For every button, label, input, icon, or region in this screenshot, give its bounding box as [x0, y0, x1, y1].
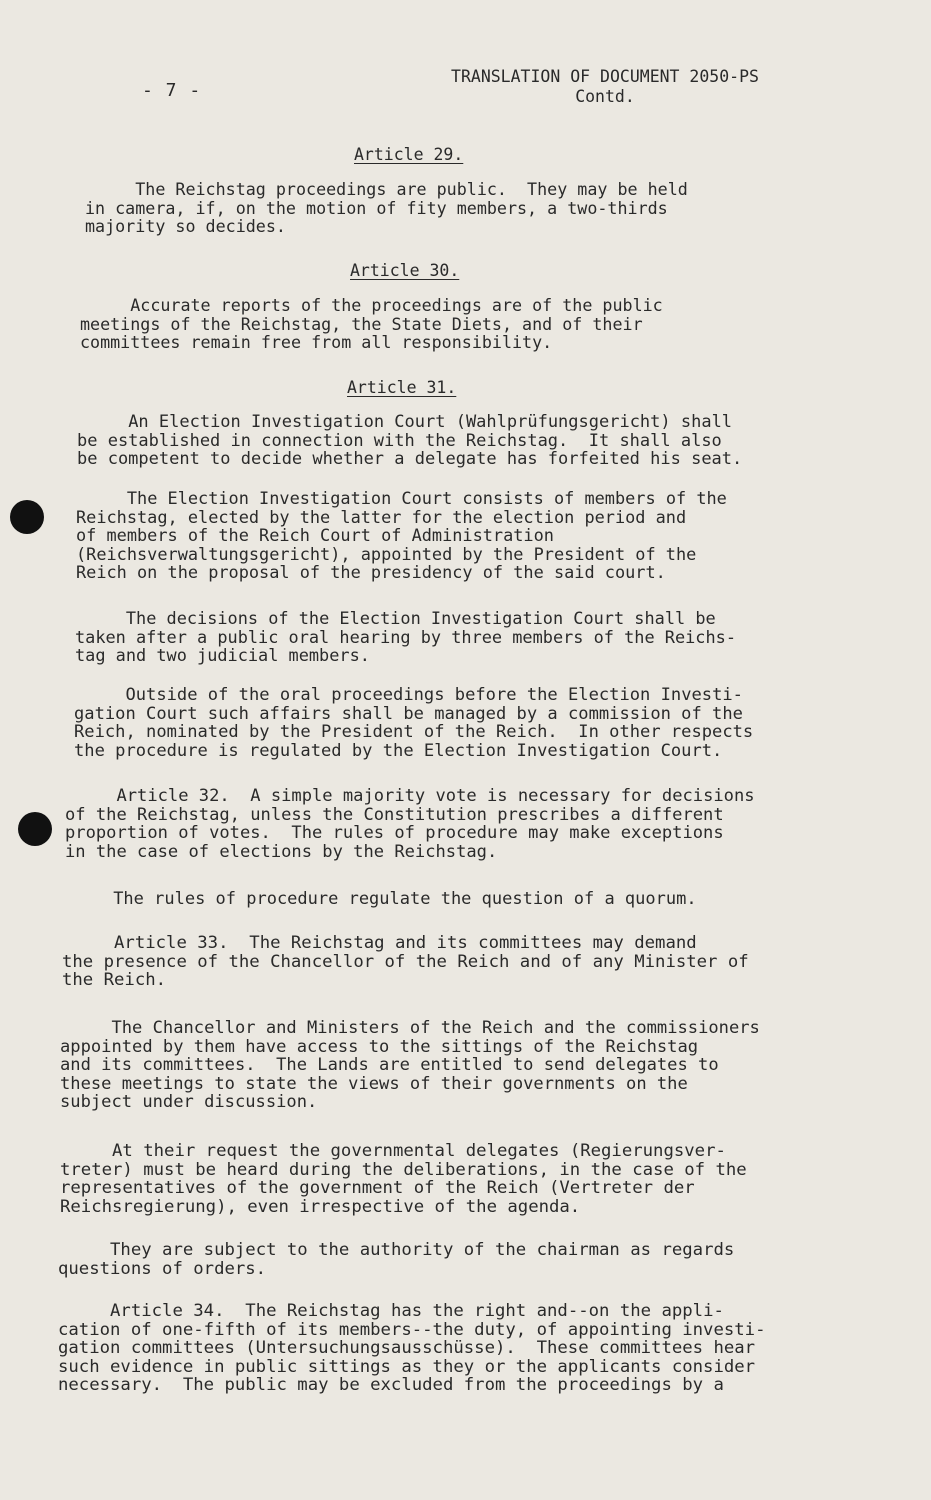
article-31-paragraph-2: The Election Investigation Court consists of members of the Reichstag, elected by the latter for the election period and of members of the Reich Court of Administration (Reichsverwaltungsgericht), appointed by the President of the Reich on the proposal of the presidency of the said court.: [76, 488, 727, 582]
article-29-paragraph: The Reichstag proceedings are public. They may be held in camera, if, on the motion of fity members, a two-thirds majority so decides.: [85, 179, 688, 236]
article-32-paragraph-1: Article 32. A simple majority vote is necessary for decisions of the Reichstag, unless the Constitution prescribes a different proportion of votes. The rules of procedure may make exceptions in the case of elections by the Reichstag.: [65, 786, 755, 862]
document-title-line2: Contd.: [575, 87, 635, 106]
punch-hole-bottom: [18, 812, 52, 846]
article-31-heading: Article 31.: [347, 378, 457, 397]
article-31-paragraph-4: Outside of the oral proceedings before the Election Investi- gation Court such affairs shall be managed by a commission of the Reich, nominated by the President of the Reich. In other respects the procedure is regulated by the Election Investigation Court.: [74, 685, 754, 761]
article-30-heading: Article 30.: [350, 261, 460, 280]
article-33-paragraph-2: The Chancellor and Ministers of the Reich and the commissioners appointed by them have access to the sittings of the Reichstag and its committees. The Lands are entitled to send delegates to these meetings to state the views of their governments on the subject under discussion.: [60, 1018, 760, 1112]
punch-hole-top: [10, 500, 44, 534]
article-32-paragraph-2: The rules of procedure regulate the question of a quorum.: [62, 889, 697, 909]
article-33-paragraph-3: At their request the governmental delegates (Regierungsver- treter) must be heard during the deliberations, in the case of the representatives of the government of the Reich (Vertreter der Reichsregierung), even irrespective of the agenda.: [60, 1141, 747, 1217]
article-30-paragraph: Accurate reports of the proceedings are of the public meetings of the Reichstag, the State Diets, and of their committees remain free from all responsibility.: [80, 295, 663, 352]
article-34-paragraph: Article 34. The Reichstag has the right and--on the appli- cation of one-fifth of its members--the duty, of appointing investi- gation committees (Untersuchungsausschüsse). These committees hear such evidence in public sittings as they or the applicants consider necessary. The public may be excluded from the proceedings by a: [58, 1301, 766, 1395]
article-33-paragraph-1: Article 33. The Reichstag and its committees may demand the presence of the Chancellor of the Reich and of any Minister of the Reich.: [62, 933, 749, 990]
article-31-paragraph-3: The decisions of the Election Investigation Court shall be taken after a public oral hearing by three members of the Reichs- tag and two judicial members.: [75, 608, 736, 665]
article-29-heading: Article 29.: [354, 145, 464, 164]
article-31-paragraph-1: An Election Investigation Court (Wahlprüfungsgericht) shall be established in connection with the Reichstag. It shall also be competent to decide whether a delegate has forfeited his seat.: [77, 412, 743, 469]
document-title: [425, 67, 785, 107]
page-number: - 7 -: [142, 80, 202, 101]
article-33-paragraph-4: They are subject to the authority of the chairman as regards questions of orders.: [58, 1240, 735, 1279]
document-title-line1: TRANSLATION OF DOCUMENT 2050-PS: [451, 67, 759, 86]
